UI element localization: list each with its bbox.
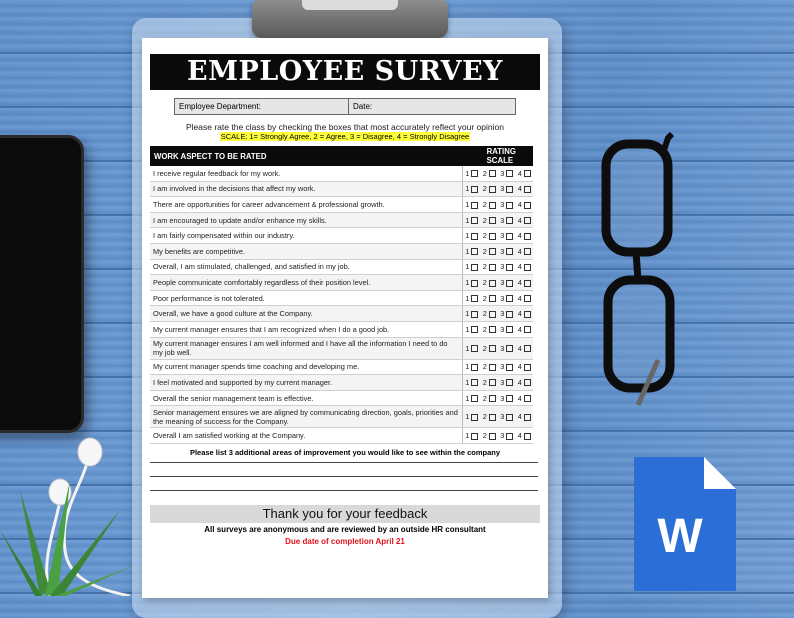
rating-number: 2 [482, 246, 487, 256]
rating-checkbox[interactable] [489, 379, 496, 386]
rating-checkbox[interactable] [471, 233, 478, 240]
rating-option-3[interactable] [498, 406, 515, 428]
rating-checkbox[interactable] [506, 364, 513, 371]
question-row [150, 290, 533, 306]
rating-number: 1 [465, 262, 470, 272]
rating-checkbox[interactable] [524, 395, 531, 402]
question-row [150, 259, 533, 275]
rating-number: 4 [517, 324, 522, 334]
rating-checkbox[interactable] [471, 264, 478, 271]
rating-checkbox[interactable] [506, 433, 513, 440]
rating-checkbox[interactable] [524, 433, 531, 440]
rating-option-4[interactable] [516, 212, 533, 228]
rating-number: 3 [500, 309, 505, 319]
rating-option-2[interactable] [481, 166, 498, 181]
rating-option-1[interactable] [463, 337, 481, 359]
rating-checkbox[interactable] [524, 295, 531, 302]
rating-option-3[interactable] [498, 181, 515, 197]
rating-checkbox[interactable] [471, 414, 478, 421]
rating-option-4[interactable] [516, 306, 533, 322]
rating-option-3[interactable] [498, 290, 515, 306]
anonymous-note: All surveys are anonymous and are reviewed by an outside HR consultant [204, 525, 486, 534]
rating-option-4[interactable] [516, 428, 533, 444]
rating-number: 4 [517, 184, 522, 194]
improvement-line-3[interactable] [150, 490, 538, 491]
question-row [150, 275, 533, 291]
eyeglasses-image [598, 130, 698, 410]
info-row [174, 98, 516, 115]
rating-option-2[interactable] [481, 306, 498, 322]
rating-option-1[interactable] [463, 375, 481, 391]
plant-image [0, 470, 140, 596]
rating-checkbox[interactable] [471, 295, 478, 302]
question-row [150, 359, 533, 375]
question-row [150, 375, 533, 391]
rating-option-4[interactable] [516, 275, 533, 291]
rating-checkbox[interactable] [471, 248, 478, 255]
rating-number: 4 [517, 362, 522, 372]
rating-option-2[interactable] [481, 321, 498, 337]
rating-number: 3 [500, 412, 505, 422]
rating-option-3[interactable] [498, 337, 515, 359]
rating-number: 1 [465, 412, 470, 422]
rating-checkbox[interactable] [506, 248, 513, 255]
rating-checkbox[interactable] [489, 414, 496, 421]
rating-checkbox[interactable] [524, 345, 531, 352]
rating-number: 3 [500, 168, 505, 178]
rating-checkbox[interactable] [489, 433, 496, 440]
rating-checkbox[interactable] [489, 395, 496, 402]
rating-checkbox[interactable] [471, 395, 478, 402]
rating-number: 2 [482, 412, 487, 422]
rating-option-1[interactable] [463, 390, 481, 406]
rating-checkbox[interactable] [506, 170, 513, 177]
rating-checkbox[interactable] [489, 186, 496, 193]
rating-number: 2 [482, 377, 487, 387]
rating-number: 3 [500, 277, 505, 287]
question-text: My current manager spends time coaching and developing me. [150, 359, 463, 375]
question-row [150, 306, 533, 322]
rating-number: 3 [500, 343, 505, 353]
rating-number: 3 [500, 431, 505, 441]
clipboard-clip-inner [302, 0, 398, 10]
rating-checkbox[interactable] [524, 364, 531, 371]
rating-option-3[interactable] [498, 428, 515, 444]
rating-number: 2 [482, 199, 487, 209]
rating-checkbox[interactable] [489, 311, 496, 318]
rating-number: 4 [517, 412, 522, 422]
question-row [150, 406, 533, 428]
rating-option-3[interactable] [498, 212, 515, 228]
rating-option-4[interactable] [516, 359, 533, 375]
rating-number: 2 [482, 393, 487, 403]
rating-number: 2 [482, 431, 487, 441]
question-text: My benefits are competitive. [150, 243, 463, 259]
rating-number: 2 [482, 262, 487, 272]
question-text: Overall, I am stimulated, challenged, and satisfied in my job. [150, 259, 463, 275]
due-date: Due date of completion April 21 [285, 537, 405, 546]
rating-option-1[interactable] [463, 275, 481, 291]
word-document-icon [634, 457, 736, 591]
rating-option-2[interactable] [481, 181, 498, 197]
rating-option-3[interactable] [498, 228, 515, 244]
rating-number: 1 [465, 343, 470, 353]
rating-checkbox[interactable] [524, 170, 531, 177]
rating-number: 1 [465, 393, 470, 403]
rating-option-4[interactable] [516, 390, 533, 406]
rating-checkbox[interactable] [489, 295, 496, 302]
rating-checkbox[interactable] [489, 233, 496, 240]
rating-option-4[interactable] [516, 181, 533, 197]
rating-number: 1 [465, 293, 470, 303]
rating-checkbox[interactable] [489, 217, 496, 224]
question-row [150, 337, 533, 359]
rating-number: 4 [517, 309, 522, 319]
col-aspect-header: WORK ASPECT TO BE RATED [150, 146, 463, 166]
rating-checkbox[interactable] [471, 379, 478, 386]
question-text: Senior management ensures we are aligned by communicating direction, goals, priorities and the meaning of success for the Company. [150, 406, 463, 428]
rating-checkbox[interactable] [489, 264, 496, 271]
rating-checkbox[interactable] [524, 280, 531, 287]
question-text: My current manager ensures I am well informed and I have all the information I need to do my job well. [150, 337, 463, 359]
rating-number: 4 [517, 431, 522, 441]
rating-number: 2 [482, 293, 487, 303]
rating-number: 1 [465, 362, 470, 372]
rating-option-3[interactable] [498, 321, 515, 337]
question-text: I am encouraged to update and/or enhance my skills. [150, 212, 463, 228]
question-row [150, 390, 533, 406]
rating-checkbox[interactable] [471, 326, 478, 333]
rating-option-3[interactable] [498, 243, 515, 259]
rating-number: 3 [500, 246, 505, 256]
rating-option-4[interactable] [516, 337, 533, 359]
rating-number: 2 [482, 231, 487, 241]
rating-number: 3 [500, 324, 505, 334]
survey-table [150, 146, 533, 444]
question-text: I receive regular feedback for my work. [150, 166, 463, 181]
rating-number: 4 [517, 199, 522, 209]
rating-option-2[interactable] [481, 197, 498, 213]
col-scale-header: RATING SCALE [463, 146, 533, 166]
rating-number: 1 [465, 324, 470, 334]
rating-option-3[interactable] [498, 390, 515, 406]
rating-checkbox[interactable] [489, 248, 496, 255]
rating-option-3[interactable] [498, 375, 515, 391]
rating-number: 2 [482, 343, 487, 353]
rating-option-2[interactable] [481, 259, 498, 275]
rating-number: 2 [482, 277, 487, 287]
rating-option-2[interactable] [481, 359, 498, 375]
rating-option-2[interactable] [481, 275, 498, 291]
question-text: My current manager ensures that I am recognized when I do a good job. [150, 321, 463, 337]
rating-number: 4 [517, 262, 522, 272]
rating-checkbox[interactable] [489, 202, 496, 209]
question-text: I am fairly compensated within our industry. [150, 228, 463, 244]
date-field[interactable]: Date: [353, 102, 373, 111]
rating-checkbox[interactable] [471, 202, 478, 209]
rating-number: 4 [517, 231, 522, 241]
rating-number: 3 [500, 293, 505, 303]
rating-number: 1 [465, 199, 470, 209]
question-text: Overall, we have a good culture at the Company. [150, 306, 463, 322]
rating-checkbox[interactable] [489, 364, 496, 371]
rating-number: 2 [482, 362, 487, 372]
rating-checkbox[interactable] [524, 248, 531, 255]
thanks-banner: Thank you for your feedback [150, 505, 540, 523]
rating-option-3[interactable] [498, 197, 515, 213]
rating-number: 4 [517, 246, 522, 256]
rating-option-1[interactable] [463, 197, 481, 213]
rating-number: 4 [517, 343, 522, 353]
rating-checkbox[interactable] [524, 311, 531, 318]
rating-option-4[interactable] [516, 406, 533, 428]
rating-checkbox[interactable] [471, 280, 478, 287]
question-text: People communicate comfortably regardless of their position level. [150, 275, 463, 291]
rating-number: 4 [517, 215, 522, 225]
rating-option-1[interactable] [463, 212, 481, 228]
rating-number: 4 [517, 293, 522, 303]
rating-checkbox[interactable] [524, 186, 531, 193]
rating-option-2[interactable] [481, 390, 498, 406]
rating-checkbox[interactable] [489, 345, 496, 352]
rating-option-3[interactable] [498, 306, 515, 322]
rating-checkbox[interactable] [506, 414, 513, 421]
survey-title: EMPLOYEE SURVEY [150, 54, 540, 90]
rating-checkbox[interactable] [506, 395, 513, 402]
rating-number: 4 [517, 393, 522, 403]
question-text: Poor performance is not tolerated. [150, 290, 463, 306]
improvement-line-1[interactable] [150, 462, 538, 463]
rating-number: 2 [482, 168, 487, 178]
rating-option-4[interactable] [516, 243, 533, 259]
rating-number: 1 [465, 277, 470, 287]
rating-option-1[interactable] [463, 259, 481, 275]
rating-option-2[interactable] [481, 228, 498, 244]
question-row [150, 166, 533, 181]
rating-checkbox[interactable] [489, 170, 496, 177]
rating-option-2[interactable] [481, 406, 498, 428]
rating-checkbox[interactable] [524, 217, 531, 224]
rating-option-1[interactable] [463, 359, 481, 375]
rating-checkbox[interactable] [524, 233, 531, 240]
rating-number: 4 [517, 377, 522, 387]
rating-option-4[interactable] [516, 197, 533, 213]
rating-number: 2 [482, 215, 487, 225]
rating-checkbox[interactable] [506, 233, 513, 240]
rating-checkbox[interactable] [471, 170, 478, 177]
rating-number: 2 [482, 184, 487, 194]
rating-number: 3 [500, 199, 505, 209]
rating-number: 1 [465, 309, 470, 319]
improvement-prompt: Please list 3 additional areas of improvement you would like to see within the company [189, 448, 501, 457]
rating-checkbox[interactable] [471, 364, 478, 371]
question-text: I feel motivated and supported by my current manager. [150, 375, 463, 391]
smartphone [0, 135, 84, 433]
rating-checkbox[interactable] [471, 345, 478, 352]
rating-number: 1 [465, 215, 470, 225]
question-row [150, 197, 533, 213]
scale-text: SCALE: 1= Strongly Agree, 2 = Agree, 3 = Disagree, 4 = Strongly Disagree [220, 132, 470, 141]
rating-checkbox[interactable] [506, 345, 513, 352]
rating-option-1[interactable] [463, 290, 481, 306]
rating-option-1[interactable] [463, 181, 481, 197]
survey-document [142, 38, 548, 598]
rating-checkbox[interactable] [506, 379, 513, 386]
rating-number: 1 [465, 431, 470, 441]
improvement-line-2[interactable] [150, 476, 538, 477]
rating-option-1[interactable] [463, 166, 481, 181]
rating-number: 3 [500, 362, 505, 372]
rating-number: 1 [465, 184, 470, 194]
rating-number: 3 [500, 393, 505, 403]
rating-option-1[interactable] [463, 321, 481, 337]
rating-checkbox[interactable] [506, 295, 513, 302]
question-row [150, 428, 533, 444]
rating-checkbox[interactable] [524, 202, 531, 209]
rating-checkbox[interactable] [506, 280, 513, 287]
question-row [150, 243, 533, 259]
rating-option-4[interactable] [516, 321, 533, 337]
rating-checkbox[interactable] [471, 311, 478, 318]
rating-option-4[interactable] [516, 290, 533, 306]
rating-number: 3 [500, 215, 505, 225]
rating-checkbox[interactable] [524, 264, 531, 271]
rating-checkbox[interactable] [524, 326, 531, 333]
rating-option-3[interactable] [498, 359, 515, 375]
question-row [150, 228, 533, 244]
rating-checkbox[interactable] [506, 202, 513, 209]
rating-option-4[interactable] [516, 228, 533, 244]
question-text: Overall the senior management team is effective. [150, 390, 463, 406]
rating-checkbox[interactable] [471, 186, 478, 193]
rating-number: 2 [482, 324, 487, 334]
rating-option-1[interactable] [463, 428, 481, 444]
rating-checkbox[interactable] [506, 217, 513, 224]
rating-option-1[interactable] [463, 243, 481, 259]
rating-checkbox[interactable] [506, 264, 513, 271]
question-row [150, 181, 533, 197]
scale-legend [142, 132, 548, 141]
question-text: There are opportunities for career advancement & professional growth. [150, 197, 463, 213]
rating-option-2[interactable] [481, 290, 498, 306]
rating-number: 4 [517, 277, 522, 287]
rating-checkbox[interactable] [471, 217, 478, 224]
rating-option-2[interactable] [481, 428, 498, 444]
rating-number: 4 [517, 168, 522, 178]
rating-checkbox[interactable] [489, 280, 496, 287]
rating-checkbox[interactable] [524, 379, 531, 386]
rating-option-2[interactable] [481, 212, 498, 228]
rating-checkbox[interactable] [506, 311, 513, 318]
rating-checkbox[interactable] [506, 326, 513, 333]
rating-checkbox[interactable] [489, 326, 496, 333]
rating-number: 3 [500, 231, 505, 241]
rating-option-3[interactable] [498, 166, 515, 181]
rating-checkbox[interactable] [506, 186, 513, 193]
rating-option-2[interactable] [481, 243, 498, 259]
rating-option-2[interactable] [481, 375, 498, 391]
rating-option-4[interactable] [516, 166, 533, 181]
question-row [150, 321, 533, 337]
rating-number: 3 [500, 262, 505, 272]
rating-number: 1 [465, 168, 470, 178]
rating-number: 2 [482, 309, 487, 319]
svg-text:W: W [657, 510, 703, 563]
rating-number: 3 [500, 377, 505, 387]
rating-number: 1 [465, 377, 470, 387]
rating-option-1[interactable] [463, 306, 481, 322]
question-text: Overall I am satisfied working at the Company. [150, 428, 463, 444]
rating-number: 1 [465, 246, 470, 256]
rating-option-2[interactable] [481, 337, 498, 359]
instructions: Please rate the class by checking the boxes that most accurately reflect your opinion [186, 122, 504, 132]
rating-number: 1 [465, 231, 470, 241]
rating-option-3[interactable] [498, 275, 515, 291]
rating-checkbox[interactable] [524, 414, 531, 421]
question-text: I am involved in the decisions that affect my work. [150, 181, 463, 197]
rating-number: 3 [500, 184, 505, 194]
rating-option-4[interactable] [516, 259, 533, 275]
rating-option-1[interactable] [463, 228, 481, 244]
question-row [150, 212, 533, 228]
rating-checkbox[interactable] [471, 433, 478, 440]
rating-option-3[interactable] [498, 259, 515, 275]
department-field[interactable]: Employee Department: [175, 99, 349, 114]
rating-option-4[interactable] [516, 375, 533, 391]
rating-option-1[interactable] [463, 406, 481, 428]
